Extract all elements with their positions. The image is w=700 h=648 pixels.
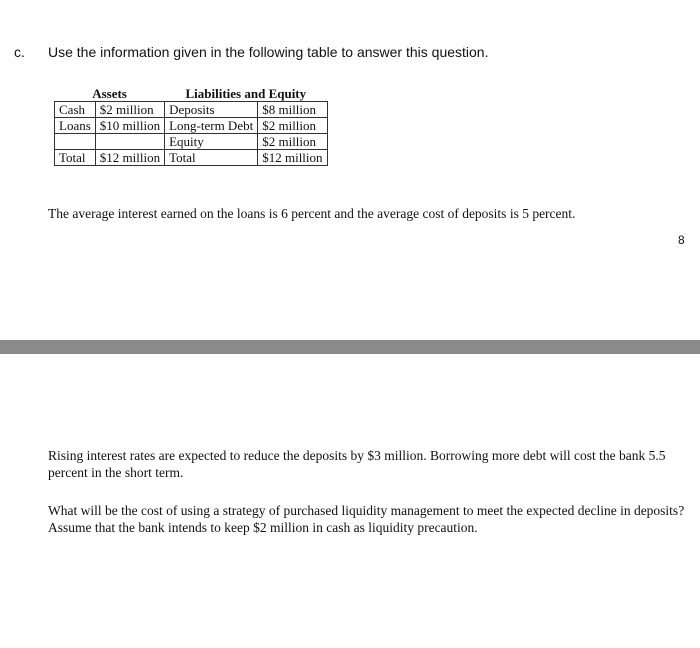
asset-label: Loans	[55, 118, 96, 134]
table-row	[55, 118, 328, 134]
liability-label: Long-term Debt	[165, 118, 258, 134]
rates-paragraph: Rising interest rates are expected to reduce the deposits by $3 million. Borrowing more debt will cost the bank 5.5 percent in the short term.	[48, 448, 666, 480]
interest-paragraph: The average interest earned on the loans is 6 percent and the average cost of deposits is 5 percent.	[48, 206, 576, 221]
asset-label	[55, 134, 96, 150]
liability-label: Equity	[165, 134, 258, 150]
liabilities-equity-header: Liabilities and Equity	[165, 86, 327, 102]
asset-value: $2 million	[95, 102, 164, 118]
balance-sheet-table	[54, 86, 328, 166]
asset-value: $10 million	[95, 118, 164, 134]
assets-header: Assets	[55, 86, 165, 102]
liability-value: $8 million	[258, 102, 327, 118]
table-header-row	[55, 86, 328, 102]
item-label: c.	[14, 44, 25, 60]
question-text: Use the information given in the following table to answer this question.	[48, 44, 489, 60]
liability-label: Deposits	[165, 102, 258, 118]
liability-value: $12 million	[258, 150, 327, 166]
asset-label: Cash	[55, 102, 96, 118]
table-row	[55, 102, 328, 118]
table-row	[55, 134, 328, 150]
table-row	[55, 150, 328, 166]
asset-value	[95, 134, 164, 150]
liability-value: $2 million	[258, 134, 327, 150]
asset-label: Total	[55, 150, 96, 166]
question-paragraph: What will be the cost of using a strategy of purchased liquidity management to meet the expected decline in deposits? Assume that the bank intends to keep $2 million in cash as liquidity precaution.	[48, 503, 685, 535]
liability-value: $2 million	[258, 118, 327, 134]
liability-label: Total	[165, 150, 258, 166]
asset-value: $12 million	[95, 150, 164, 166]
page-number: 8	[678, 233, 685, 247]
section-divider	[0, 340, 700, 354]
